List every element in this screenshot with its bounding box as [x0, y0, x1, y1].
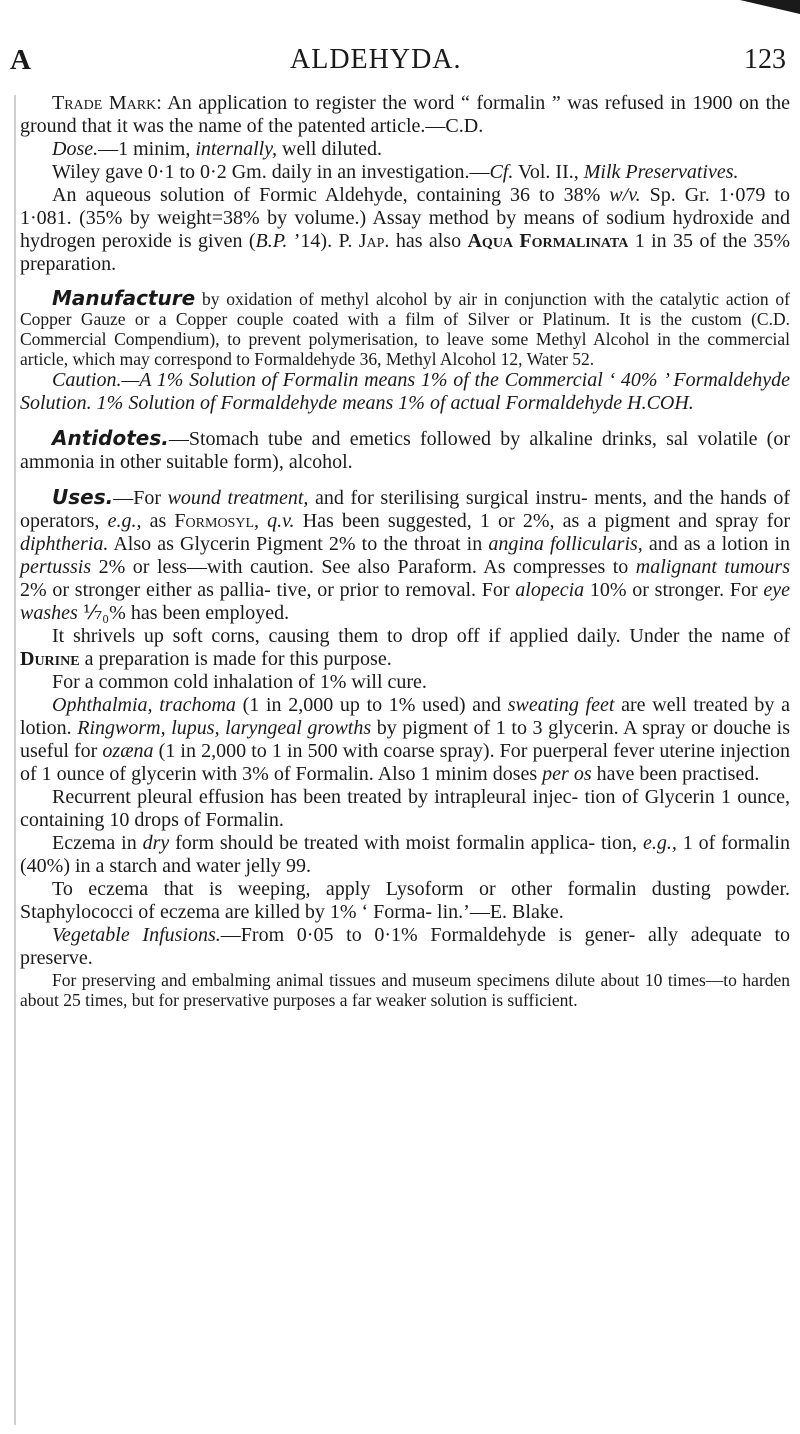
manufacture-heading: Manufacture [52, 286, 196, 310]
ophthalmia-text-e: have been practised. [591, 763, 760, 785]
corns-durine: Durine [20, 648, 80, 670]
uses-qv: q.v. [267, 510, 295, 532]
page-number: 123 [744, 44, 786, 75]
trade-mark-text: : An application to register the word “ formalin ” was refused in 1900 on the ground that it was the name of the patented article.—C.D. [20, 92, 791, 137]
ophthalmia-label: Ophthalmia, trachoma [52, 694, 236, 716]
uses-alopecia: alopecia [515, 579, 585, 601]
solution-text: An aqueous solution of Formic Aldehyde, containing 36 to 38% [52, 184, 610, 206]
uses-text-b: and for sterilising surgical instru- ments, and the hands of operators, [20, 487, 790, 532]
corns-text: It shrivels up soft corns, causing them to drop off if applied daily. Under the name of [52, 625, 790, 647]
uses-malignant: malignant tumours [635, 556, 790, 578]
antidotes-text: —Stomach tube and emetics followed by alkaline drinks, sal volatile (or ammonia in other suitable form), alcohol. [20, 428, 790, 473]
ophthalmia-text-c: by pigment of 1 to 3 glycerin. A spray or douche is useful for [20, 717, 790, 762]
uses-text-a: —For [113, 487, 168, 509]
solution-text-2: Sp. Gr. 1·079 to 1·081. (35% by weight=38% by volume.) Assay method by means of sodium hydroxide and hydrogen peroxide is given ( [20, 184, 790, 252]
uses-diphtheria: diphtheria. [20, 533, 109, 555]
page-corner-mark [740, 0, 800, 14]
antidotes-paragraph [20, 427, 790, 474]
solution-text-3: ’14). P. [287, 230, 359, 252]
dose-internally: internally, [195, 138, 278, 160]
caution-paragraph [20, 369, 790, 415]
uses-text-f: and as a lotion in [642, 533, 791, 555]
uses-angina: angina follicularis, [488, 533, 643, 555]
uses-wound: wound treatment, [167, 487, 309, 509]
vegetable-infusions-label: Vegetable Infusions. [52, 924, 221, 946]
caution-text: —A 1% Solution of Formalin means 1% of the Commercial ‘ 40% ’ Formaldehyde Solution. 1% Solution of Formaldehyde means 1% of actual Formaldehyde H.COH. [20, 369, 790, 414]
uses-text-h: 2% or stronger either as pallia- tive, or prior to removal. For [20, 579, 516, 601]
corns-text-end: a preparation is made for this purpose. [79, 648, 392, 670]
ophthalmia-text-a: (1 in 2,000 up to 1% used) and [235, 694, 508, 716]
section-letter: A [10, 44, 31, 76]
eczema-dry: dry [142, 832, 170, 854]
wiley-cf: Cf. [489, 161, 514, 183]
solution-text-4: has also [389, 230, 468, 252]
wiley-title-preservatives: Preservatives. [625, 161, 739, 183]
solution-jap: Jap. [358, 230, 390, 252]
dose-label: Dose. [52, 138, 99, 160]
pleural-paragraph: Recurrent pleural effusion has been treated by intrapleural injec- tion of Glycerin 1 ounce, containing 10 drops of Formalin. [20, 786, 790, 831]
ophthalmia-ringworm: Ringworm, lupus, laryngeal growths [77, 717, 372, 739]
uses-text-i: 10% or stronger. For [584, 579, 764, 601]
wiley-title-milk: Milk [583, 161, 621, 183]
eczema-text-a: Eczema in [52, 832, 143, 854]
left-margin-rule [14, 95, 16, 1425]
trade-mark-paragraph [20, 92, 790, 138]
solution-aqua-formalinata: Aqua Formalinata [467, 230, 629, 252]
article-body [20, 92, 790, 1010]
solution-wv: w/v. [609, 184, 641, 206]
ophthalmia-ozaena: ozæna [102, 740, 154, 762]
uses-heading: Uses. [52, 485, 114, 509]
vegetable-infusions-text: —From 0·05 to 0·1% Formaldehyde is gener- ally adequate to preserve. [20, 924, 790, 969]
running-title: ALDEHYDA. [290, 44, 462, 75]
eczema-eg: e.g., [642, 832, 677, 854]
uses-text-c: as [141, 510, 175, 532]
trade-mark-label: Trade Mark [52, 92, 157, 114]
solution-bp: B.P. [255, 230, 288, 252]
corns-paragraph [20, 625, 790, 671]
page-header [0, 0, 800, 80]
dose-text: —1 minim, [98, 138, 196, 160]
vegetable-infusions-paragraph [20, 924, 790, 970]
antidotes-heading: Antidotes. [52, 426, 169, 450]
uses-text-j: ⅐₀% has been employed. [77, 602, 290, 624]
ophthalmia-paragraph [20, 694, 790, 786]
ophthalmia-text-b: are well treated by a lotion. [20, 694, 790, 739]
manufacture-text: by oxidation of methyl alcohol by air in conjunction with the catalytic action of Copper Gauze or a Copper couple coated with a film of Silver or Platinum. It is the custom (C.D. Commercial Compendium), to prevent polymerisation, to leave some Methyl Alcohol in the commercial article, which may correspond to Formaldehyde 36, Methyl Alcohol 12, Water 52. [20, 289, 790, 369]
uses-text-g: 2% or less—with caution. See also Paraform. As compresses to [91, 556, 636, 578]
caution-label: Caution. [52, 369, 122, 391]
uses-text-d: Has been suggested, 1 or 2%, as a pigment and spray for [294, 510, 790, 532]
cold-paragraph: For a common cold inhalation of 1% will cure. [52, 671, 427, 693]
eczema-weeping-paragraph: To eczema that is weeping, apply Lysoform or other formalin dusting powder. Staphylococci of eczema are killed by 1% ‘ Forma- lin.’—E. Blake. [20, 878, 790, 923]
manufacture-paragraph [20, 288, 790, 369]
wiley-paragraph [20, 161, 790, 184]
uses-paragraph [20, 486, 790, 625]
dose-paragraph [20, 138, 790, 161]
wiley-vol: Vol. II., [513, 161, 584, 183]
dose-text-end: well diluted. [277, 138, 382, 160]
eczema-dry-paragraph [20, 832, 790, 878]
solution-paragraph [20, 184, 790, 276]
preserving-paragraph: For preserving and embalming animal tissues and museum specimens dilute about 10 times—to harden about 25 times, but for preservative purposes a far weaker solution is sufficient. [20, 970, 790, 1010]
uses-eye-washes: eye washes [20, 579, 790, 624]
uses-eg: e.g., [107, 510, 142, 532]
eczema-text-b: form should be treated with moist formalin applica- tion, [169, 832, 643, 854]
uses-pertussis: pertussis [20, 556, 92, 578]
uses-formosyl: Formosyl, [174, 510, 259, 532]
solution-text-5: 1 in 35 of the 35% preparation. [20, 230, 790, 275]
eczema-text-c: 1 of formalin (40%) in a starch and water jelly 99. [20, 832, 790, 877]
ophthalmia-sweating-feet: sweating feet [507, 694, 615, 716]
ophthalmia-per-os: per os [542, 763, 592, 785]
wiley-text: Wiley gave 0·1 to 0·2 Gm. daily in an investigation.— [52, 161, 490, 183]
ophthalmia-text-d: (1 in 2,000 to 1 in 500 with coarse spray). For puerperal fever uterine injection of 1 ounce of glycerin with 3% of Formalin. Also 1 minim doses [20, 740, 790, 785]
uses-text-e: Also as Glycerin Pigment 2% to the throat in [108, 533, 489, 555]
